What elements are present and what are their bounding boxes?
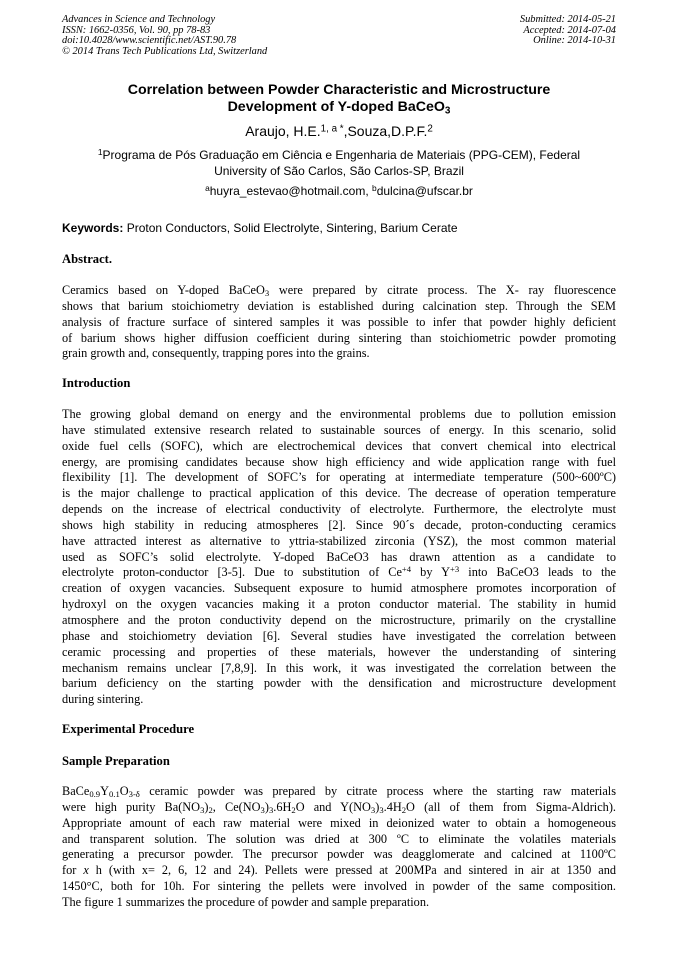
sample-preparation-paragraph: $BaCe_{0.9}Y_{0.1}O_{3-\delta}$ ceramic powder was prepared by citrate process where the starting raw materials were high purity $Ba(NO_3)_2$, $Ce(NO_3)_3.6H_2O$ and $Y(NO_3)_3.4H_2O$ (all of them from Sigma-Aldrich). Appropriate amount of each raw material were mixed in deionized water to obtain a homogeneous and transparent solution. The solution was dried at 300 ºC to eliminate the volatiles materials generating a precursor powder. The precursor powder was deagglomerate and calcined at 1100ºC for x h (with x= 2, 6, 12 and 24). Pellets were pressed at 200MPa and sintered in air at 1350 and 1450°C, both for 10h. For sintering the pellets were involved in powder of the same composition. The figure 1 summarizes the procedure of powder and sample preparation. bbox=[62, 784, 617, 909]
email-link-a[interactable]: huyra_estevao@hotmail.com, bbox=[209, 184, 373, 198]
journal-name: Advances in Science and Technology bbox=[62, 14, 216, 25]
author-1-marker: 1, a * bbox=[320, 123, 344, 135]
author-2: ,Souza,D.P.F. bbox=[343, 123, 428, 139]
author-2-marker: 2 bbox=[427, 123, 433, 135]
affiliation-line-1: Programa de Pós Graduação em Ciência e Engenharia de Materiais (PPG-CEM), Federal bbox=[102, 148, 581, 162]
issn-line: ISSN: 1662-0356, Vol. 90, pp 78-83 bbox=[62, 24, 211, 36]
keywords bbox=[62, 221, 616, 236]
affiliation-marker: 1 bbox=[97, 147, 103, 158]
keywords-label: Keywords: bbox=[62, 221, 124, 235]
author-1: Araujo, H.E. bbox=[245, 123, 321, 139]
sample-preparation-heading: Sample Preparation bbox=[62, 754, 170, 768]
author-emails: $^a$huyra_estevao@hotmail.com, $^b$dulcina@ufscar.br bbox=[205, 183, 473, 198]
submitted-date: Submitted: 2014-05-21 bbox=[519, 14, 616, 25]
affiliation-line-2: University of São Carlos, São Carlos-SP, Brazil bbox=[214, 163, 464, 178]
publication-info bbox=[62, 15, 267, 57]
title-line-1: Correlation between Powder Characteristic and Microstructure bbox=[127, 82, 551, 98]
doi-line: doi:10.4028/www.scientific.net/AST.90.78 bbox=[62, 35, 237, 47]
abstract-paragraph: Ceramics based on Y-doped BaCeO$_3$ were prepared by citrate process. The X- ray fluorescence shows that barium stoichiometry deviation is established during calcination step. Through the SEM analysis of fracture surface of sintered samples it was possible to infer that powder highly deficient of barium shows higher diffusion coefficient during sintering than stoichiometric powder promoting grain growth and, consequently, trapping pores into the grains. bbox=[62, 283, 616, 361]
affiliation bbox=[62, 148, 616, 179]
introduction-heading: Introduction bbox=[62, 376, 131, 390]
copyright-line: © 2014 Trans Tech Publications Ltd, Switzerland bbox=[62, 45, 268, 57]
email-link-b[interactable]: dulcina@ufscar.br bbox=[376, 184, 473, 198]
accepted-date: Accepted: 2014-07-04 bbox=[523, 24, 616, 36]
introduction-paragraph: The growing global demand on energy and the environmental problems due to pollution emission have stimulated extensive research related to sustainable sources of energy. In this scenario, solid oxide fuel cells (SOFC), which are electrochemical devices that convert chemical into electrical energy, are promising candidates because show high efficiency and wide application range with fuel flexibility [1]. The development of SOFC’s for operating at intermediate temperature (500~600ºC) is the major challenge to practical application of this device. The decrease of operation temperature depends on the increase of electrical conductivity of electrolyte. Furthermore, the electrolyte must shows high stability in reducing atmospheres [2]. Since 90´s decade, proton-conducting ceramics have attracted interest as alternative to yttria-stabilized zirconia (YSZ), the most common material used as SOFC’s solid electrolyte. Y-doped BaCeO3 has drawn attention as a candidate to electrolyte proton-conductor [3-5]. Due to substitution of $Ce^{+4}$ by $Y^{+3}$ into BaCeO3 leads to the creation of oxygen vacancies. Subsequent exposure to humid atmosphere promotes incorporation of hydroxyl on the oxygen vacancies making it a proton conductor material. The stability in humid atmosphere and the proton conductivity depend on the microstructure, primarily on the crystalline phase and stoichiometry deviation [6]. Several studies have investigated the correlation between ceramic processing and properties of these materials, however the understanding of sintering mechanism remains unclear [7,8,9]. In this work, it was investigated the correlation between the barium deficiency on the starting powder with the densification and microstructure development during sintering. bbox=[62, 407, 616, 707]
author-list bbox=[62, 122, 616, 140]
paper-title bbox=[62, 82, 616, 116]
title-line-2: Development of Y-doped BaCeO$_3$ bbox=[227, 99, 451, 117]
online-date: Online: 2014-10-31 bbox=[533, 35, 616, 47]
publication-dates bbox=[520, 15, 616, 47]
keywords-text: Proton Conductors, Solid Electrolyte, Sintering, Barium Cerate bbox=[123, 221, 458, 235]
experimental-heading: Experimental Procedure bbox=[62, 722, 195, 736]
abstract-heading: Abstract. bbox=[62, 252, 113, 266]
